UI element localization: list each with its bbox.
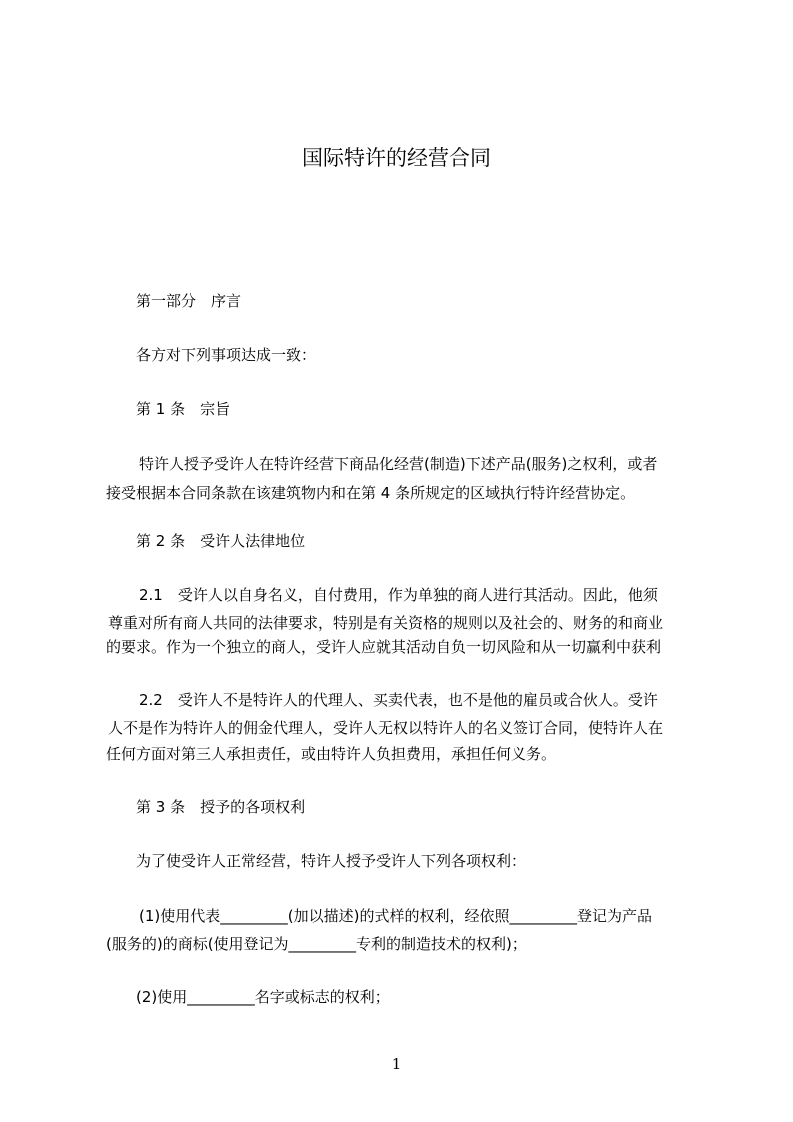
article-1-line-2: 接受根据本合同条款在该建筑物内和在第 4 条所规定的区域执行特许经营协定。 [106,484,636,502]
paragraph-agreement-intro: 各方对下列事项达成一致： [136,346,317,364]
article-1-heading: 第 1 条 宗旨 [136,400,231,418]
document-title: 国际特许的经营合同 [302,146,491,170]
article-3-heading: 第 3 条 授予的各项权利 [136,798,306,816]
clause-2-1-line-1: 2.1 受许人以自身名义，自付费用，作为单独的商人进行其活动。因此，他须 [139,586,658,604]
clause-2-1-line-2: 尊重对所有商人共同的法律要求，特别是有关资格的规则以及社会的、财务的和商业 [108,614,664,632]
right-1-line-2: (服务的)的商标(使用登记为_________专利的制造技术的权利)； [106,935,527,953]
article-3-intro: 为了使受许人正常经营，特许人授予受许人下列各项权利： [136,852,527,870]
clause-2-2-line-2: 人不是作为特许人的佣金代理人，受许人无权以特许人的名义签订合同，使特许人在 [108,719,664,737]
clause-2-1-line-3: 的要求。作为一个独立的商人，受许人应就其活动自负一切风险和从一切赢利中获利 [106,638,662,656]
clause-2-2-line-1: 2.2 受许人不是特许人的代理人、买卖代表，也不是他的雇员或合伙人。受许 [139,691,658,709]
clause-2-2-line-3: 任何方面对第三人承担责任，或由特许人负担费用，承担任何义务。 [106,745,557,763]
right-1-line-1: (1)使用代表_________(加以描述)的式样的权利，经依照_________登记为产品 [139,907,652,925]
article-2-heading: 第 2 条 受许人法律地位 [136,532,306,550]
article-1-line-1: 特许人授予受许人在特许经营下商品化经营(制造)下述产品(服务)之权利，或者 [139,455,658,473]
right-2-line-1: (2)使用_________名字或标志的权利； [136,988,390,1006]
section-heading-preface: 第一部分 序言 [136,292,242,310]
page-number: 1 [391,1055,402,1073]
